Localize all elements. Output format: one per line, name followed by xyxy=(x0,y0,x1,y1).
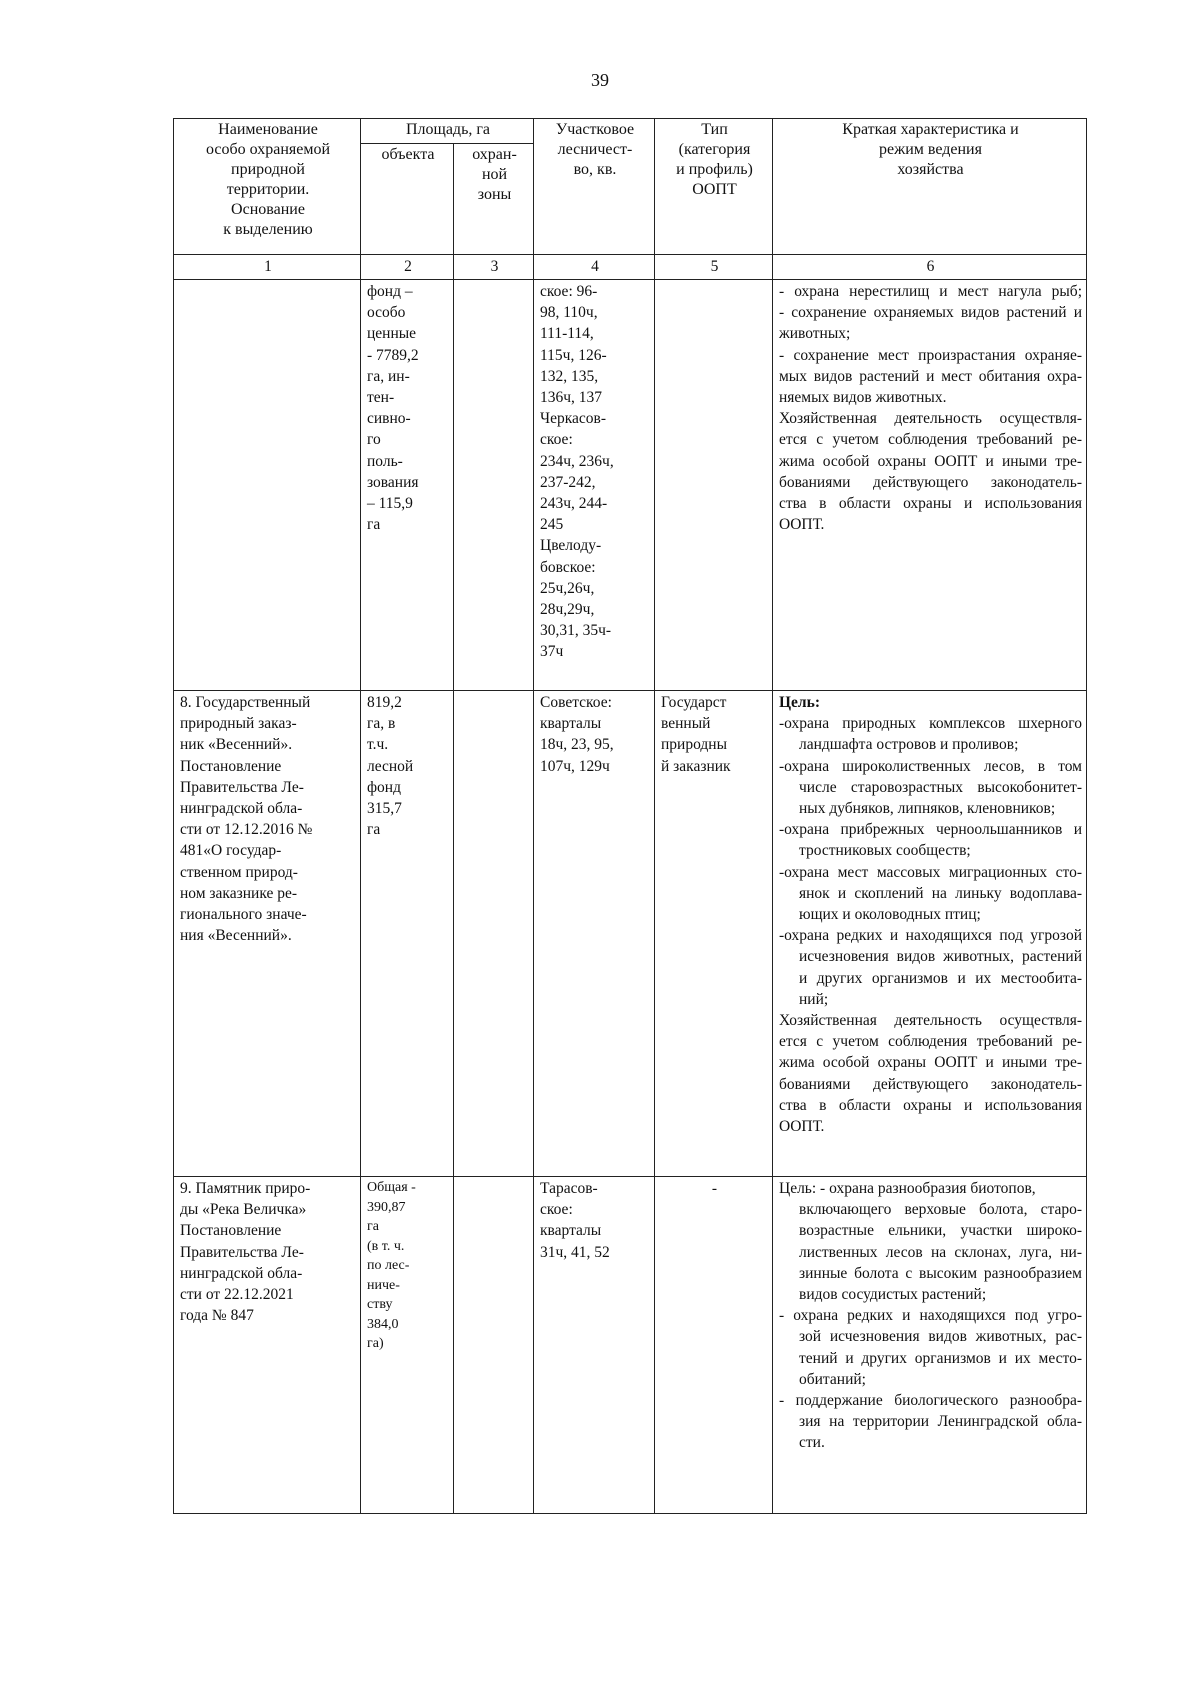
text-line: - охрана нерестилищ и мест нагула рыб; xyxy=(779,283,1082,300)
goal-heading: Цель: xyxy=(779,694,820,711)
header-area-buffer-zone: охран- ной зоны xyxy=(454,144,534,255)
text-line: - сохранение мест произрастания охраняе- xyxy=(779,346,1082,364)
row-characteristics xyxy=(773,691,1087,1177)
text-line: ется с учетом соблюдения требований ре- xyxy=(779,431,1082,449)
text-line: -охрана широколиственных лесов, в том xyxy=(779,757,1082,775)
text-line: ется с учетом соблюдения требований ре- xyxy=(779,1033,1082,1051)
column-number: 1 xyxy=(174,255,361,280)
text-line: исчезновения видов животных, растений xyxy=(799,948,1082,966)
row-name-basis: 9. Памятник приро- ды «Река Величка» Постановление Правительства Ле- нинградской обла- сти от 22.12.2021 года № 847 xyxy=(174,1177,361,1514)
row-area-object: 819,2 га, в т.ч. лесной фонд 315,7 га xyxy=(361,691,454,1177)
text-line: -охрана прибрежных черноольшанников и xyxy=(779,821,1082,839)
row-forestry-quarters: Тарасов- ское: кварталы 31ч, 41, 52 xyxy=(534,1177,655,1514)
row-type xyxy=(655,280,773,691)
text-line: Хозяйственная деятельность осуществля- xyxy=(779,1012,1082,1030)
column-number: 2 xyxy=(361,255,454,280)
row-name-basis: 8. Государственный природный заказ- ник «Весенний». Постановление Правительства Ле- нинградской обла- сти от 12.12.2016 № 481«О государ- ственном природ- ном заказнике ре- гионального значе- ния «Весенний». xyxy=(174,691,361,1177)
text-line: Хозяйственная деятельность осуществля- xyxy=(779,410,1082,428)
table-row xyxy=(174,691,1087,1177)
column-number: 4 xyxy=(534,255,655,280)
row-area-buffer xyxy=(454,691,534,1177)
text-line: ООПТ. xyxy=(779,516,825,534)
header-row-1 xyxy=(174,119,1087,144)
text-line: зой исчезновения видов животных, рас- xyxy=(799,1328,1082,1346)
row-area-buffer xyxy=(454,280,534,691)
text-line: ства в области охраны и использования xyxy=(779,495,1082,513)
page-number: 39 xyxy=(591,70,609,90)
text-line: числе старовозрастных высокобонитет- xyxy=(799,778,1082,796)
row-area-object: фонд – особо ценные - 7789,2 га, ин- тен- сивно- го поль- зования – 115,9 га xyxy=(361,280,454,691)
text-line: тений и других организмов и их место- xyxy=(799,1349,1082,1367)
text-line: янок и скоплений на линьку водоплава- xyxy=(799,884,1082,902)
text-line: жима особой охраны ООПТ и иными тре- xyxy=(779,452,1082,470)
row-characteristics xyxy=(773,280,1087,691)
text-line: жима особой охраны ООПТ и иными тре- xyxy=(779,1054,1082,1072)
text-line: - охрана редких и находящихся под угро- xyxy=(779,1307,1082,1325)
text-line: Цель: - охрана разнообразия биотопов, xyxy=(779,1180,1036,1197)
header-characteristics: Краткая характеристика и режим ведения хозяйства xyxy=(773,119,1087,255)
text-line: -охрана редких и находящихся под угрозой xyxy=(779,927,1082,945)
row-forestry-quarters: ское: 96- 98, 110ч, 111-114, 115ч, 126- 132, 135, 136ч, 137 Черкасов- ское: 234ч, 236ч, 237-242, 243ч, 244- 245 Цвелоду- бовское: 25ч,26ч, 28ч,29ч, 30,31, 35ч- 37ч xyxy=(534,280,655,691)
row-type: Государст венный природны й заказник xyxy=(655,691,773,1177)
row-forestry-quarters: Советское: кварталы 18ч, 23, 95, 107ч, 129ч xyxy=(534,691,655,1177)
header-area-object: объекта xyxy=(361,144,454,255)
text-line: зинные болота с высоким разнообразием xyxy=(799,1264,1082,1282)
text-line: ства в области охраны и использования xyxy=(779,1096,1082,1114)
text-line: - поддержание биологического разнообра- xyxy=(779,1392,1082,1410)
text-line: возрастные ельники, участки широко- xyxy=(799,1222,1082,1240)
table-row xyxy=(174,1177,1087,1514)
header-type: Тип (категория и профиль) ООПТ xyxy=(655,119,773,255)
row-name-basis xyxy=(174,280,361,691)
row-area-object: Общая - 390,87 га (в т. ч. по лес- ниче- ству 384,0 га) xyxy=(361,1177,454,1514)
row-type: - xyxy=(655,1177,773,1514)
text-line: бованиями действующего законодатель- xyxy=(779,473,1082,491)
text-line: -охрана мест массовых миграционных сто- xyxy=(779,863,1082,881)
text-line: животных; xyxy=(779,325,851,343)
protected-areas-table xyxy=(173,118,1087,1514)
text-line: мых видов растений и мест обитания охра- xyxy=(779,367,1082,385)
header-name-basis: Наименование особо охраняемой природной территории. Основание к выделению xyxy=(174,119,361,255)
text-line: и других организмов и их местообита- xyxy=(799,969,1082,987)
text-line: ландшафта островов и проливов; xyxy=(799,736,1019,754)
column-number: 3 xyxy=(454,255,534,280)
text-line: лиственных лесов на склонах, луга, ни- xyxy=(799,1243,1082,1261)
column-number: 6 xyxy=(773,255,1087,280)
text-line: - сохранение охраняемых видов растений и xyxy=(779,304,1082,322)
text-line: ООПТ. xyxy=(779,1118,825,1136)
text-line: видов сосудистых растений; xyxy=(799,1286,987,1304)
table-row xyxy=(174,280,1087,691)
text-line: -охрана природных комплексов шхерного xyxy=(779,715,1082,733)
text-line: няемых видов животных. xyxy=(779,389,947,407)
row-area-buffer xyxy=(454,1177,534,1514)
text-line: бованиями действующего законодатель- xyxy=(779,1075,1082,1093)
header-area-group: Площадь, га xyxy=(361,119,534,144)
text-line: тростниковых сообществ; xyxy=(799,842,971,860)
column-number: 5 xyxy=(655,255,773,280)
text-line: ний; xyxy=(799,990,829,1008)
text-line: ных дубняков, липняков, кленовников; xyxy=(799,800,1056,818)
column-numbers-row xyxy=(174,255,1087,280)
header-forestry-quarters: Участковое лесничест- во, кв. xyxy=(534,119,655,255)
text-line: включающего верховые болота, старо- xyxy=(799,1201,1082,1219)
row-characteristics xyxy=(773,1177,1087,1514)
text-line: сти. xyxy=(799,1434,825,1452)
text-line: обитаний; xyxy=(799,1370,866,1388)
text-line: зия на территории Ленинградской обла- xyxy=(799,1413,1082,1431)
text-line: ющих и околоводных птиц; xyxy=(799,906,981,924)
